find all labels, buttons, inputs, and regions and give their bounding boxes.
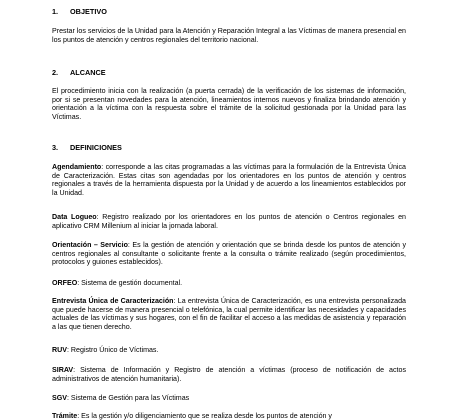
definition-sirav — [52, 366, 406, 383]
definition-term: ORFEO — [52, 279, 78, 287]
definition-text: : corresponde a las citas programadas a las víctimas para la formulación de la Entrevista Única de Caracterización. Estas citas son agendadas por los orientadores en los puntos de atención y centros regionales a través de la herramienta dispuesta por la Unidad y de acuerdo a los lineamientos establecidos por la Unidad. — [52, 163, 406, 197]
alcance-paragraph: El procedimiento inicia con la realización (a puerta cerrada) de la verificación de los sistemas de información, por si se presentan novedades para la atención, lineamientos internos nuevos y finaliza brindando atención y orientación a la víctima con la respuesta sobre el trámite de la solicitud gestionada por la Unidad para las Víctimas. — [52, 87, 406, 121]
definition-term: SGV — [52, 394, 67, 402]
definition-sgv — [52, 394, 406, 403]
section-heading-alcance — [52, 69, 106, 78]
definition-text: : Registro Único de Víctimas. — [66, 346, 159, 354]
definition-text: : Sistema de Gestión para las Víctimas — [66, 394, 190, 402]
definition-term: Data Logueo — [52, 213, 97, 221]
definition-text: : Es la gestión de atención y orientación que se brinda desde los puntos de atención y centros regionales al consultante o solicitante frente a la consulta o trámite realizado (según procedimientos, protocolos y guiones establecidos). — [52, 241, 406, 266]
definition-agendamiento — [52, 163, 406, 197]
section-title: DEFINICIONES — [70, 143, 122, 152]
definition-text: : La entrevista Única de Caracterización, es una entrevista personalizada que puede hacerse de manera presencial o telefónica, la cual permite identificar las necesidades y capacidades actuales de las víctimas y sus hogares, con el fin de facilitar el acceso a las medidas de asistencia y reparación a las que tienen derecho. — [52, 297, 406, 331]
definition-text: : Es la gestión y/o diligenciamiento que se realiza desde los puntos de atención y — [77, 412, 332, 420]
definition-text: : Sistema de Información y Registro de atención a víctimas (proceso de notificación de actos administrativos de atención humanitaria). — [52, 366, 406, 383]
definition-term: Orientación – Servicio — [52, 241, 128, 249]
section-heading-objetivo — [52, 8, 107, 17]
definition-term: RUV — [52, 346, 67, 354]
definition-term: Entrevista Única de Caracterización — [52, 297, 174, 305]
section-heading-definiciones — [52, 144, 122, 153]
definition-ruv — [52, 346, 406, 355]
definition-tramite — [52, 412, 406, 420]
definition-orientacion-servicio — [52, 241, 406, 267]
definition-data-logueo — [52, 213, 406, 230]
definition-term: SIRAV — [52, 366, 74, 374]
objetivo-paragraph: Prestar los servicios de la Unidad para la Atención y Reparación Integral a las Víctimas de manera presencial en los puntos de atención y centros regionales del territorio nacional. — [52, 27, 406, 44]
section-number: 3. — [52, 143, 59, 152]
section-number: 1. — [52, 7, 59, 16]
definition-term: Trámite — [52, 412, 78, 420]
section-number: 2. — [52, 68, 59, 77]
section-title: ALCANCE — [70, 68, 106, 77]
definition-term: Agendamiento — [52, 163, 102, 171]
section-title: OBJETIVO — [70, 7, 107, 16]
definition-text: : Sistema de gestión documental. — [77, 279, 183, 287]
definition-text: : Registro realizado por los orientadores en los puntos de atención o Centros regionales en aplicativo CRM Millenium al iniciar la jornada laboral. — [52, 213, 406, 230]
definition-entrevista-unica — [52, 297, 406, 331]
definition-orfeo — [52, 279, 406, 288]
